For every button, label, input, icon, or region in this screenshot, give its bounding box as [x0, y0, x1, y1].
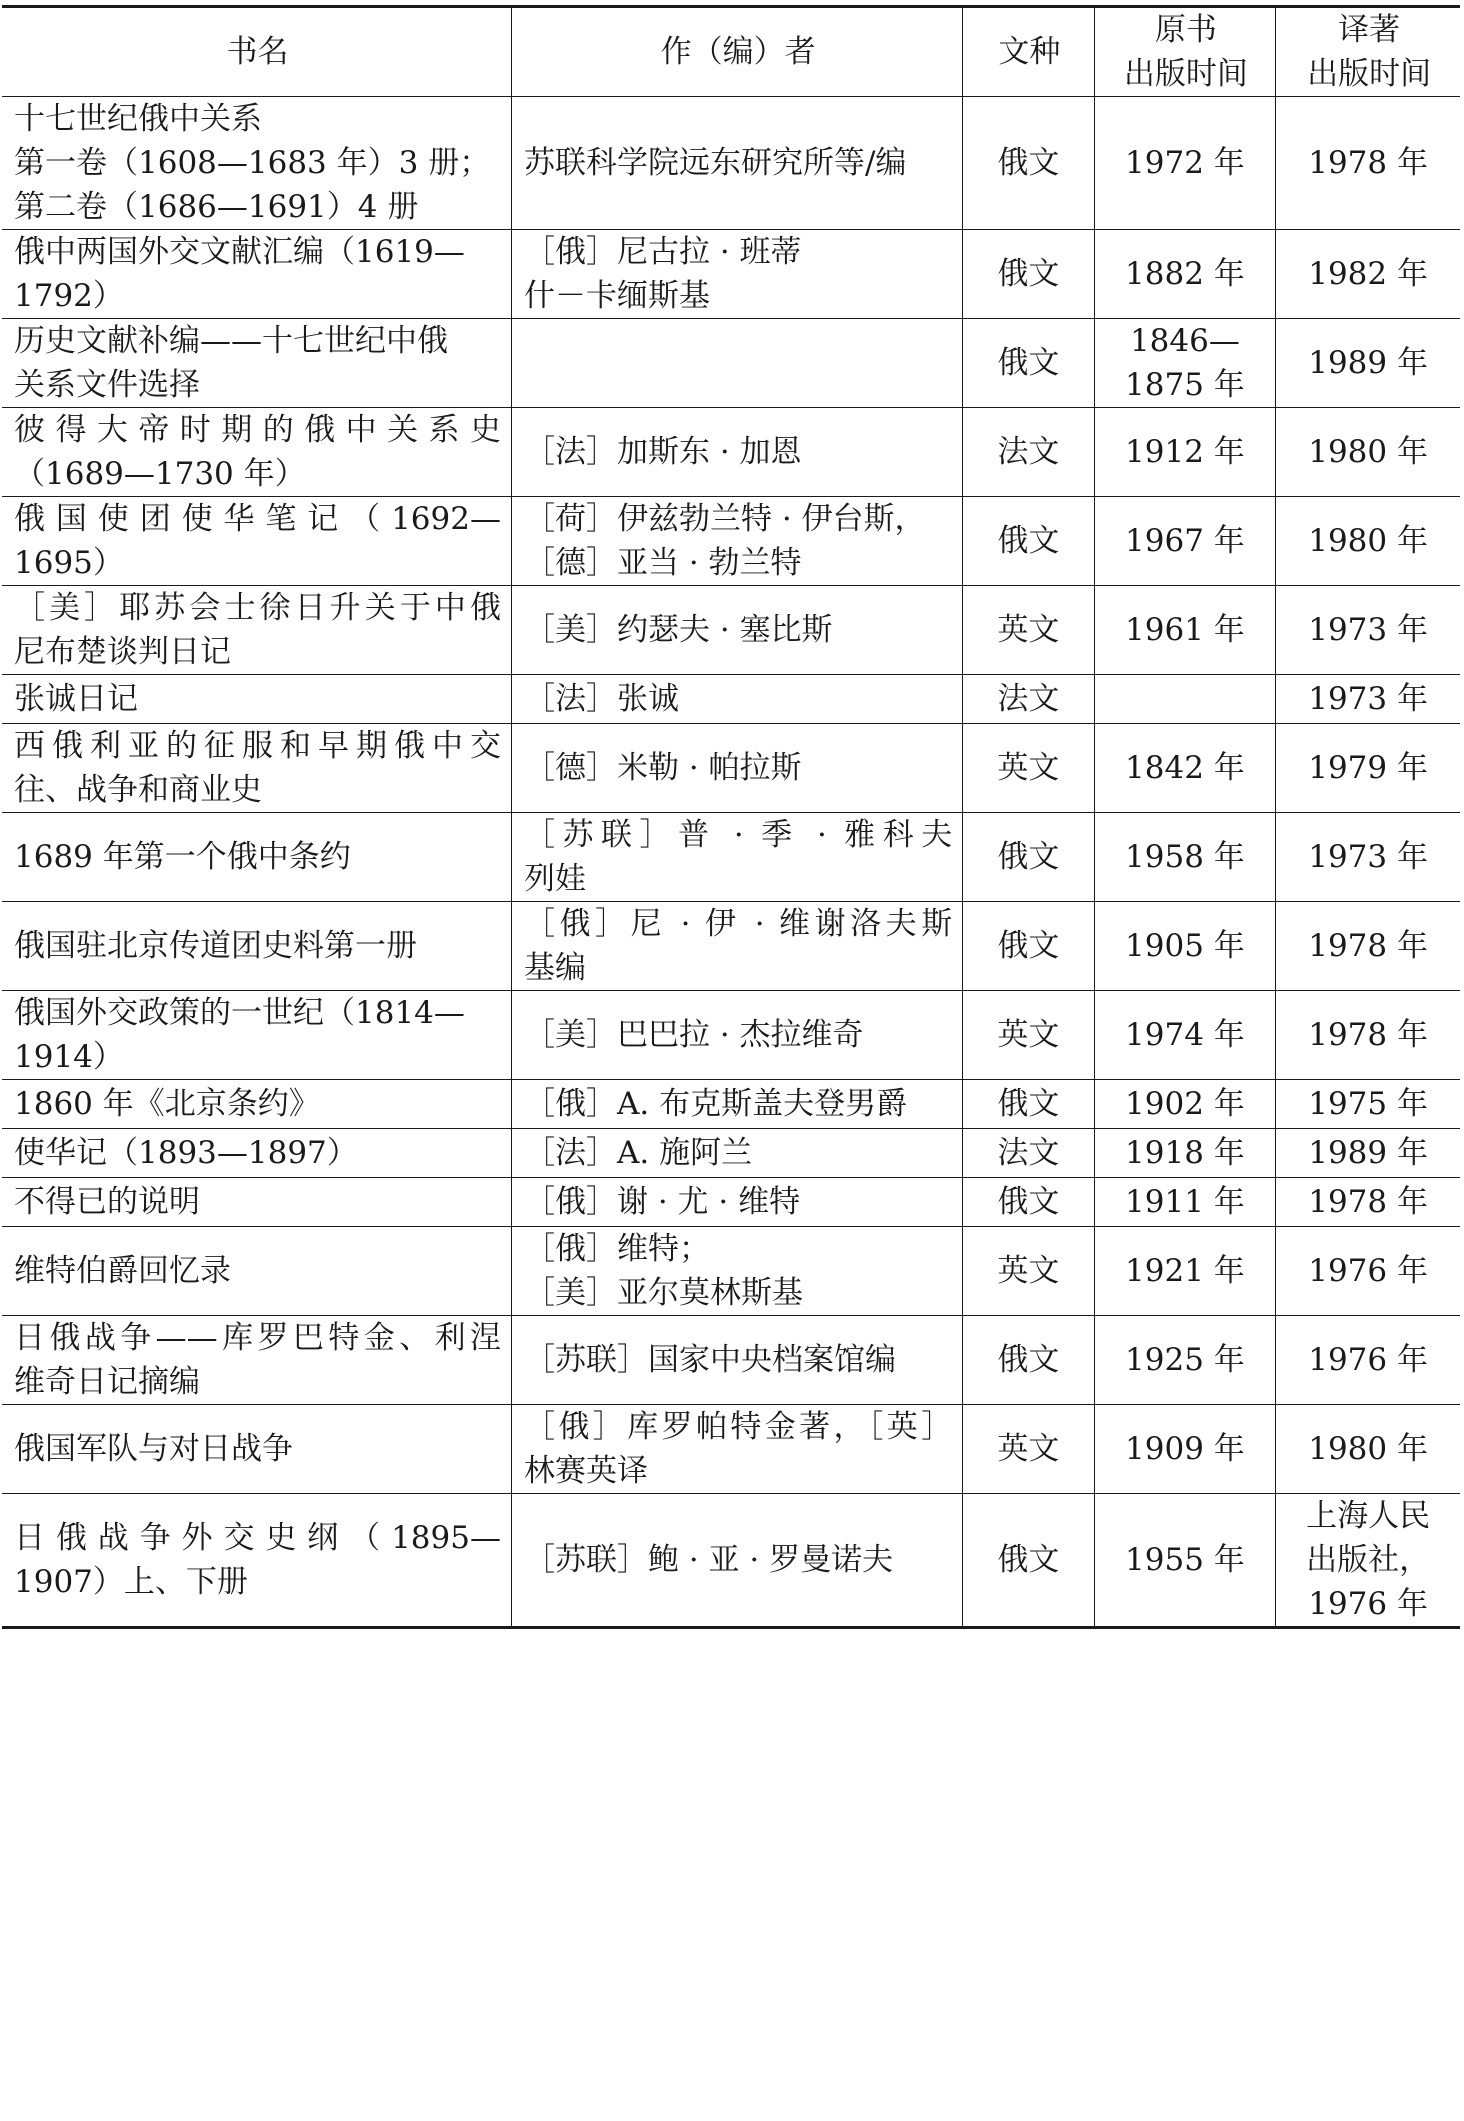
cell-translation-date [1276, 1178, 1460, 1227]
cell-translation-date [1276, 230, 1460, 319]
cell-author [511, 1316, 962, 1405]
cell-author [511, 97, 962, 230]
cell-translation-date [1276, 586, 1460, 675]
cell-original-date [1094, 991, 1276, 1080]
cell-original-date [1094, 724, 1276, 813]
cell-title [2, 230, 511, 319]
cell-original-date [1094, 230, 1276, 319]
cell-line: 俄国驻北京传道团史料第一册 [14, 928, 417, 964]
cell-language [963, 1080, 1094, 1129]
cell-line: ［苏联］鲍 · 亚 · 罗曼诺夫 [523, 1542, 894, 1578]
cell-line: 法文 [997, 434, 1060, 470]
cell-line: 英文 [997, 1017, 1060, 1053]
cell-line: 1978 年 [1308, 1184, 1428, 1220]
table-row [2, 497, 1460, 586]
cell-original-date [1094, 902, 1276, 991]
cell-line: 法文 [997, 1135, 1060, 1171]
cell-line: 1918 年 [1125, 1135, 1245, 1171]
table-row [2, 1405, 1460, 1494]
cell-line: 1911 年 [1125, 1184, 1245, 1220]
cell-language [963, 813, 1094, 902]
cell-line: 英文 [997, 612, 1060, 648]
cell-translation-date [1276, 724, 1460, 813]
cell-line: 维特伯爵回忆录 [14, 1253, 231, 1289]
cell-title [2, 813, 511, 902]
cell-translation-date [1276, 1129, 1460, 1178]
cell-line: 1925 年 [1125, 1342, 1245, 1378]
cell-author [511, 813, 962, 902]
cell-translation-date [1276, 813, 1460, 902]
cell-author [511, 497, 962, 586]
cell-original-date [1094, 1405, 1276, 1494]
cell-language [963, 408, 1094, 497]
cell-line: 1980 年 [1308, 1431, 1428, 1467]
cell-line: ［苏联］国家中央档案馆编 [523, 1342, 896, 1378]
cell-translation-date [1276, 1316, 1460, 1405]
cell-line: 书名 [226, 34, 289, 70]
cell-line: 张诚日记 [14, 681, 138, 717]
cell-language [963, 1129, 1094, 1178]
cell-line: 1980 年 [1308, 523, 1428, 559]
cell-line: 英文 [997, 1253, 1060, 1289]
cell-line: 1695） [14, 545, 124, 581]
cell-language [963, 1316, 1094, 1405]
cell-language [963, 586, 1094, 675]
cell-line: 1982 年 [1308, 256, 1428, 292]
cell-line: 基编 [523, 950, 586, 986]
cell-line: ［法］加斯东 · 加恩 [523, 434, 802, 470]
cell-line: 文种 [998, 34, 1061, 70]
table-row [2, 675, 1460, 724]
cell-original-date [1094, 586, 1276, 675]
book-table [2, 5, 1460, 1629]
cell-line: 1914） [14, 1039, 124, 1075]
cell-title [2, 1178, 511, 1227]
cell-original-date [1094, 675, 1276, 724]
cell-language [963, 319, 1094, 408]
header-translation-date [1276, 7, 1460, 97]
cell-line: 1980 年 [1308, 434, 1428, 470]
cell-title [2, 724, 511, 813]
cell-line: 原书 [1154, 12, 1217, 48]
cell-line: 1973 年 [1308, 681, 1428, 717]
cell-title [2, 586, 511, 675]
cell-line: 1978 年 [1308, 145, 1428, 181]
cell-original-date [1094, 1129, 1276, 1178]
cell-original-date [1094, 1316, 1276, 1405]
table-row [2, 1316, 1460, 1405]
cell-original-date [1094, 319, 1276, 408]
table-row [2, 586, 1460, 675]
cell-line: 俄文 [997, 345, 1060, 381]
cell-author [511, 724, 962, 813]
cell-line: 俄文 [997, 256, 1060, 292]
cell-line: 英文 [997, 750, 1060, 786]
cell-author [511, 1080, 962, 1129]
cell-author [511, 675, 962, 724]
cell-line: ［德］亚当 · 勃兰特 [523, 545, 802, 581]
cell-language [963, 675, 1094, 724]
cell-line: ［俄］A. 布克斯盖夫登男爵 [523, 1086, 908, 1122]
cell-line: ［美］耶苏会士徐日升关于中俄 [14, 590, 501, 626]
cell-line: 1792） [14, 278, 124, 314]
cell-line: 什－卡缅斯基 [523, 278, 710, 314]
cell-title [2, 1227, 511, 1316]
cell-line: 维奇日记摘编 [14, 1364, 200, 1400]
cell-line: 苏联科学院远东研究所等/编 [523, 145, 907, 181]
cell-original-date [1094, 497, 1276, 586]
cell-translation-date [1276, 497, 1460, 586]
cell-line: 1905 年 [1125, 928, 1245, 964]
cell-translation-date [1276, 1405, 1460, 1494]
table-row [2, 724, 1460, 813]
cell-title [2, 497, 511, 586]
cell-author [511, 408, 962, 497]
cell-line: 1902 年 [1125, 1086, 1245, 1122]
cell-line: 日俄战争——库罗巴特金、利涅 [14, 1320, 501, 1356]
cell-author [511, 319, 962, 408]
cell-language [963, 1178, 1094, 1227]
cell-original-date [1094, 1080, 1276, 1129]
cell-language [963, 1494, 1094, 1628]
cell-line: 1989 年 [1308, 1135, 1428, 1171]
header-row [2, 7, 1460, 97]
table-row [2, 319, 1460, 408]
cell-line: 1974 年 [1125, 1017, 1245, 1053]
cell-title [2, 1080, 511, 1129]
cell-line: 1842 年 [1125, 750, 1245, 786]
cell-language [963, 97, 1094, 230]
cell-line: 俄文 [997, 1086, 1060, 1122]
cell-line: ［美］巴巴拉 · 杰拉维奇 [523, 1017, 864, 1053]
cell-original-date [1094, 1227, 1276, 1316]
cell-title [2, 97, 511, 230]
cell-line: 俄文 [997, 928, 1060, 964]
cell-line: 1978 年 [1308, 1017, 1428, 1053]
header-title [2, 7, 511, 97]
cell-line: ［荷］伊兹勃兰特 · 伊台斯， [523, 501, 926, 537]
cell-line: 1958 年 [1125, 839, 1245, 875]
cell-line: 俄文 [997, 1184, 1060, 1220]
table-row [2, 97, 1460, 230]
cell-line: 俄文 [997, 1542, 1060, 1578]
cell-author [511, 230, 962, 319]
cell-author [511, 1227, 962, 1316]
cell-line: 1961 年 [1125, 612, 1245, 648]
cell-line: 译著 [1338, 12, 1401, 48]
header-author [511, 7, 962, 97]
cell-line: 俄中两国外交文献汇编（1619— [14, 234, 465, 270]
header-original-date [1094, 7, 1276, 97]
cell-line: 1912 年 [1125, 434, 1245, 470]
cell-line: 1909 年 [1125, 1431, 1245, 1467]
cell-line: ［苏联］普 · 季 · 雅科夫 [523, 817, 953, 853]
cell-title [2, 1405, 511, 1494]
cell-line: 第一卷（1608—1683 年）3 册； [14, 145, 491, 181]
cell-original-date [1094, 1494, 1276, 1628]
cell-author [511, 1494, 962, 1628]
cell-line: 作（编）者 [660, 34, 816, 70]
cell-original-date [1094, 408, 1276, 497]
cell-translation-date [1276, 97, 1460, 230]
table-body [2, 97, 1460, 1628]
cell-title [2, 991, 511, 1080]
cell-line: 1975 年 [1308, 1086, 1428, 1122]
cell-line: ［德］米勒 · 帕拉斯 [523, 750, 802, 786]
table-row [2, 1178, 1460, 1227]
cell-language [963, 724, 1094, 813]
cell-line: 1973 年 [1308, 839, 1428, 875]
cell-line: 1921 年 [1125, 1253, 1245, 1289]
cell-translation-date [1276, 1227, 1460, 1316]
cell-line: 俄国使团使华笔记（1692— [14, 501, 501, 537]
cell-translation-date [1276, 319, 1460, 408]
cell-language [963, 230, 1094, 319]
cell-line: 历史文献补编——十七世纪中俄 [14, 323, 448, 359]
cell-line: 俄国军队与对日战争 [14, 1431, 293, 1467]
cell-line: ［俄］库罗帕特金著，［英］ [523, 1409, 953, 1445]
cell-line: ［法］张诚 [523, 681, 679, 717]
cell-line: 尼布楚谈判日记 [14, 634, 231, 670]
cell-translation-date [1276, 902, 1460, 991]
cell-line: 1989 年 [1308, 345, 1428, 381]
cell-line: 1978 年 [1308, 928, 1428, 964]
cell-line: ［美］亚尔莫林斯基 [523, 1275, 803, 1311]
table-row [2, 1494, 1460, 1628]
cell-line: 1907）上、下册 [14, 1564, 248, 1600]
cell-line: 1967 年 [1125, 523, 1245, 559]
cell-line: 出版时间 [1307, 56, 1432, 92]
cell-line: 俄文 [997, 145, 1060, 181]
cell-line: ［俄］谢 · 尤 · 维特 [523, 1184, 801, 1220]
cell-line: 彼得大帝时期的俄中关系史 [14, 412, 501, 448]
cell-translation-date [1276, 1494, 1460, 1628]
cell-title [2, 408, 511, 497]
cell-line: ［美］约瑟夫 · 塞比斯 [523, 612, 833, 648]
cell-language [963, 991, 1094, 1080]
cell-line: 英文 [997, 1431, 1060, 1467]
cell-line: 俄文 [997, 839, 1060, 875]
table-row [2, 902, 1460, 991]
table-row [2, 991, 1460, 1080]
cell-title [2, 902, 511, 991]
cell-translation-date [1276, 1080, 1460, 1129]
cell-line: 出版时间 [1123, 56, 1248, 92]
cell-line: ［俄］尼古拉 · 班蒂 [523, 234, 802, 270]
cell-title [2, 675, 511, 724]
cell-line: （1689—1730 年） [14, 456, 306, 492]
cell-line: 林赛英译 [523, 1453, 648, 1489]
cell-line: 1976 年 [1308, 1253, 1428, 1289]
cell-original-date [1094, 97, 1276, 230]
table-row [2, 230, 1460, 319]
cell-line: ［俄］尼 · 伊 · 维谢洛夫斯 [523, 906, 953, 942]
cell-line: 日俄战争外交史纲（1895— [14, 1520, 501, 1556]
cell-title [2, 319, 511, 408]
cell-title [2, 1494, 511, 1628]
cell-author [511, 1129, 962, 1178]
cell-author [511, 1178, 962, 1227]
cell-line: 出版社， [1306, 1542, 1431, 1578]
cell-line: 1875 年 [1125, 367, 1245, 403]
cell-translation-date [1276, 408, 1460, 497]
cell-original-date [1094, 1178, 1276, 1227]
cell-line: 十七世纪俄中关系 [14, 101, 262, 137]
cell-author [511, 902, 962, 991]
cell-line: 俄国外交政策的一世纪（1814— [14, 995, 465, 1031]
cell-line: 1689 年第一个俄中条约 [14, 839, 351, 875]
cell-line: 使华记（1893—1897） [14, 1135, 358, 1171]
table-row [2, 408, 1460, 497]
cell-author [511, 991, 962, 1080]
cell-line: 俄文 [997, 523, 1060, 559]
cell-line: 往、战争和商业史 [14, 772, 262, 808]
cell-line: 上海人民 [1306, 1498, 1431, 1534]
cell-line: 1846— [1129, 323, 1240, 359]
cell-line: 1955 年 [1125, 1542, 1245, 1578]
cell-author [511, 586, 962, 675]
cell-line: 1972 年 [1125, 145, 1245, 181]
cell-line: ［俄］维特； [523, 1231, 710, 1267]
cell-line: 1860 年《北京条约》 [14, 1086, 320, 1122]
cell-title [2, 1316, 511, 1405]
header-language [963, 7, 1094, 97]
cell-line: 1976 年 [1308, 1342, 1428, 1378]
cell-line: 1976 年 [1308, 1586, 1428, 1622]
cell-language [963, 1405, 1094, 1494]
cell-line: 列娃 [523, 861, 586, 897]
cell-language [963, 497, 1094, 586]
cell-line: ［法］A. 施阿兰 [523, 1135, 753, 1171]
cell-author [511, 1405, 962, 1494]
cell-line: 1973 年 [1308, 612, 1428, 648]
cell-line: 俄文 [997, 1342, 1060, 1378]
cell-line: 法文 [997, 681, 1060, 717]
cell-line: 关系文件选择 [14, 367, 200, 403]
cell-line: 1979 年 [1308, 750, 1428, 786]
table-row [2, 1129, 1460, 1178]
table-row [2, 1080, 1460, 1129]
cell-line: 不得已的说明 [14, 1184, 200, 1220]
cell-translation-date [1276, 991, 1460, 1080]
table-row [2, 813, 1460, 902]
cell-line: 第二卷（1686—1691）4 册 [14, 189, 419, 225]
cell-language [963, 902, 1094, 991]
cell-title [2, 1129, 511, 1178]
cell-original-date [1094, 813, 1276, 902]
table-row [2, 1227, 1460, 1316]
cell-language [963, 1227, 1094, 1316]
cell-line: 1882 年 [1125, 256, 1245, 292]
cell-line: 西俄利亚的征服和早期俄中交 [14, 728, 501, 764]
cell-translation-date [1276, 675, 1460, 724]
